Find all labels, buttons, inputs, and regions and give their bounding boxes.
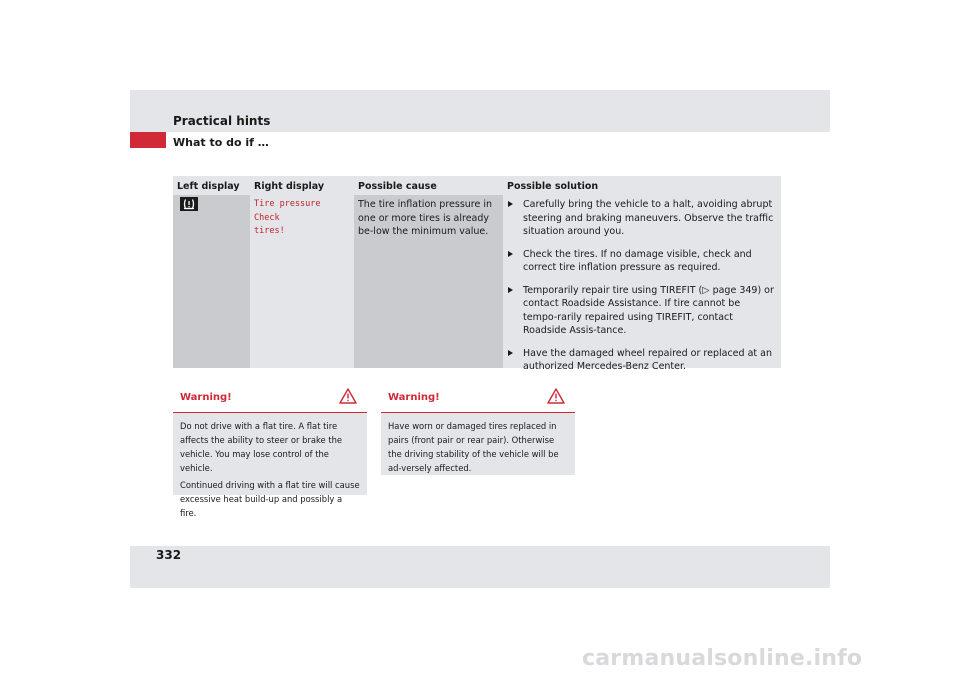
red-tab-marker (130, 132, 166, 148)
bullet-arrow-icon (508, 287, 513, 293)
warning-triangle-icon (547, 388, 565, 404)
page-number: 332 (156, 548, 182, 562)
display-messages-table (173, 176, 781, 372)
right-display-cell (250, 195, 354, 368)
table-header-row (173, 176, 781, 195)
warning-box-flat-tire (173, 383, 367, 518)
warning-title: Warning! (180, 392, 232, 403)
tire-pressure-warning-icon (177, 197, 201, 211)
possible-cause-cell: The tire inflation pressure in one or more tires is already be-low the minimum value. (354, 195, 503, 368)
possible-solution-cell (503, 195, 781, 372)
warning-paragraph: Continued driving with a flat tire will cause excessive heat build-up and possibly a fire. (180, 480, 360, 518)
warning-title: Warning! (388, 392, 440, 403)
warning-box-worn-tires (381, 383, 575, 475)
bullet-arrow-icon (508, 350, 513, 356)
warning-paragraph: Do not drive with a flat tire. A flat tire affects the ability to steer or brake the vehicle. You may lose control of the vehicle. (180, 421, 343, 473)
solution-item (507, 248, 777, 275)
solution-item (507, 347, 777, 374)
column-header-possible-solution: Possible solution (507, 181, 599, 192)
column-header-left-display: Left display (177, 181, 240, 192)
warning-header (173, 383, 367, 413)
display-message-line: tires! (254, 226, 285, 236)
warning-header (381, 383, 575, 413)
section-title: Practical hints (173, 114, 271, 128)
warning-body (381, 413, 575, 475)
bullet-arrow-icon (508, 201, 513, 207)
solution-item (507, 198, 777, 239)
bullet-arrow-icon (508, 251, 513, 257)
display-message-line: Check (254, 212, 280, 223)
left-display-cell (173, 195, 250, 368)
warning-body (173, 413, 367, 520)
solution-text: Have the damaged wheel repaired or replaced at an authorized Mercedes-Benz Center. (523, 347, 772, 372)
watermark: carmanualsonline.info (582, 646, 863, 671)
solution-text: Temporarily repair tire using TIREFIT (▷ page 349) or contact Roadside Assistance. If tire cannot be tempo-rarily repaired using TIREFIT, contact Roadside Assis-tance. (523, 284, 774, 336)
footer-band (130, 546, 830, 588)
warning-triangle-icon (339, 388, 357, 404)
column-header-right-display: Right display (254, 181, 325, 192)
warning-paragraph: Have worn or damaged tires replaced in pairs (front pair or rear pair). Otherwise the driving stability of the vehicle will be ad-versely affected. (388, 421, 559, 473)
sub-title: What to do if … (173, 136, 269, 149)
table-row (173, 195, 781, 372)
solution-text: Carefully bring the vehicle to a halt, avoiding abrupt steering and braking maneuvers. Observe the traffic situation around you. (523, 199, 774, 237)
solution-item (507, 284, 777, 338)
display-message-line: Tire pressure (254, 199, 321, 209)
column-header-possible-cause: Possible cause (358, 181, 437, 192)
solution-text: Check the tires. If no damage visible, check and correct tire inflation pressure as required. (523, 248, 752, 273)
